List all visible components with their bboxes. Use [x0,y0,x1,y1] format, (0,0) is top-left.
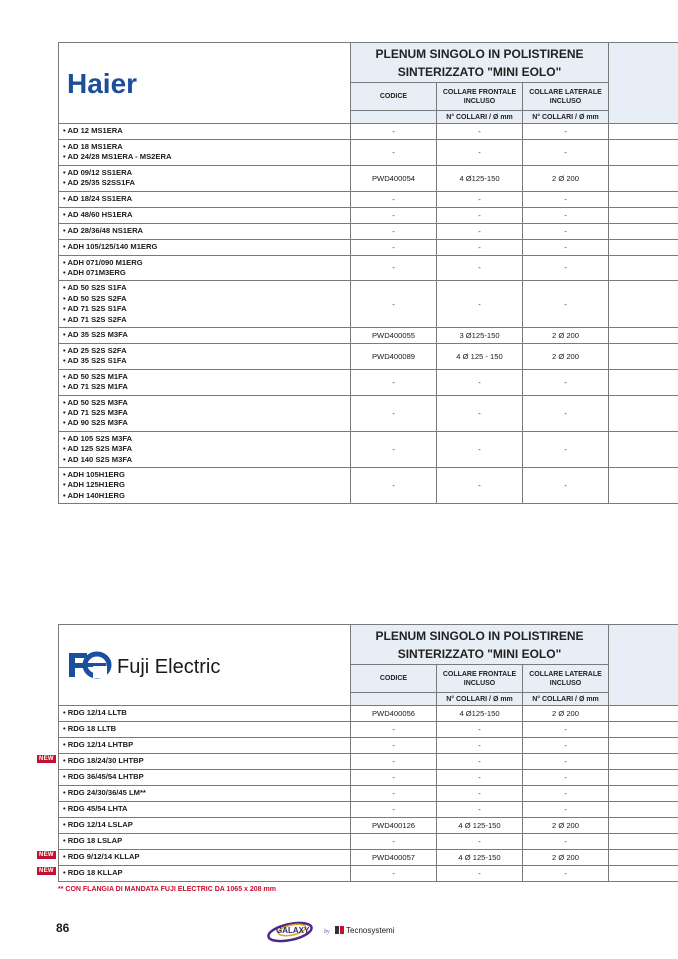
front-cell: - [437,770,523,786]
page-number: 86 [56,921,70,935]
side-cell: - [523,223,609,239]
code-cell: PWD400057 [351,850,437,866]
side-cell: - [523,770,609,786]
side-cell: - [523,834,609,850]
side-cell: 2 Ø 200 [523,327,609,343]
model-cell [59,770,351,786]
code-cell: - [351,281,437,328]
model-name: • RDG 12/14 LHTBP [63,740,134,750]
haier-unit-side: N° COLLARI / Ø mm [523,111,609,124]
table-row [59,124,678,140]
fuji-logo-text: Fuji Electric [117,656,221,678]
haier-logo [65,63,175,103]
side-cell: 2 Ø 200 [523,165,609,191]
model-cell [59,722,351,738]
model-cell [59,281,351,328]
fuji-unit-code [351,693,437,706]
model-name: • AD 18/24 SS1ERA [63,193,133,203]
empty-cell [609,722,678,738]
table-row [59,369,678,395]
side-cell: - [523,281,609,328]
front-cell: - [437,140,523,166]
model-name: • AD 35 S2S S1FA [63,356,127,366]
empty-cell [609,738,678,754]
front-cell: 4 Ø 125-150 [437,818,523,834]
model-name: • AD 71 S2S M3FA [63,407,128,417]
table-row [59,770,678,786]
brand-by-text: by [324,929,330,935]
code-cell: - [351,467,437,503]
code-cell: - [351,866,437,882]
front-cell: - [437,834,523,850]
front-cell: - [437,866,523,882]
table-row [59,327,678,343]
front-cell: - [437,431,523,467]
code-cell: - [351,754,437,770]
empty-cell [609,327,678,343]
side-cell: - [523,866,609,882]
empty-cell [609,866,678,882]
model-name: • RDG 18 LSLAP [63,836,123,846]
model-cell [59,255,351,281]
empty-cell [609,207,678,223]
side-cell: - [523,754,609,770]
front-cell: - [437,395,523,431]
table-row [59,834,678,850]
table-row [59,140,678,166]
front-cell: - [437,281,523,328]
model-name: • AD 09/12 SS1ERA [63,167,133,177]
fuji-logo-cell [59,625,351,706]
front-cell: 4 Ø125-150 [437,165,523,191]
model-name: • ADH 071/090 M1ERG [63,257,143,267]
model-name: • AD 48/60 HS1ERA [63,209,133,219]
model-cell [59,802,351,818]
side-cell: - [523,431,609,467]
empty-cell [609,124,678,140]
haier-unit-code [351,111,437,124]
side-cell: - [523,124,609,140]
model-name: • AD 50 S2S M3FA [63,397,128,407]
table-row [59,738,678,754]
model-cell [59,395,351,431]
side-cell: - [523,395,609,431]
empty-cell [609,369,678,395]
fuji-header-title: PLENUM SINGOLO IN POLISTIRENE SINTERIZZATO "MINI EOLO" [351,625,609,665]
side-cell: - [523,738,609,754]
table-row [59,255,678,281]
empty-cell [609,770,678,786]
table-row [59,706,678,722]
front-cell: - [437,223,523,239]
code-cell: - [351,140,437,166]
fuji-body [39,706,678,882]
haier-table [58,42,678,504]
front-cell: - [437,239,523,255]
model-cell [39,866,351,882]
model-name: • AD 71 S2S S1FA [63,304,127,314]
empty-cell [609,343,678,369]
empty-cell [609,223,678,239]
side-cell: 2 Ø 200 [523,343,609,369]
haier-logo-text: Haier [67,68,138,99]
model-name: • RDG 18/24/30 LHTBP [63,756,144,766]
model-cell [59,834,351,850]
model-name: • RDG 45/54 LHTA [63,804,128,814]
side-cell: 2 Ø 200 [523,818,609,834]
code-cell: - [351,239,437,255]
code-cell: - [351,395,437,431]
table-row [59,343,678,369]
front-cell: - [437,722,523,738]
new-badge: NEW [39,868,54,874]
empty-cell [609,431,678,467]
fuji-logo [65,645,265,685]
code-cell: - [351,124,437,140]
side-cell: - [523,140,609,166]
model-cell [59,706,351,722]
front-cell: 4 Ø125-150 [437,706,523,722]
tecnosystemi-mark-icon [335,926,344,934]
model-cell [59,467,351,503]
empty-cell [609,255,678,281]
model-name: • AD 50 S2S S1FA [63,283,127,293]
code-cell: PWD400126 [351,818,437,834]
model-cell [59,431,351,467]
model-cell [59,786,351,802]
empty-cell [609,165,678,191]
table-row [59,395,678,431]
table-row [59,467,678,503]
code-cell: PWD400054 [351,165,437,191]
model-name: • AD 71 S2S S2FA [63,314,127,324]
front-cell: - [437,191,523,207]
model-name: • AD 71 S2S M1FA [63,382,128,392]
empty-cell [609,191,678,207]
front-cell: - [437,786,523,802]
model-name: • ADH 105H1ERG [63,469,125,479]
model-name: • AD 140 S2S M3FA [63,454,133,464]
side-cell: - [523,239,609,255]
table-row [59,207,678,223]
model-name: • ADH 105/125/140 M1ERG [63,241,158,251]
model-name: • RDG 36/45/54 LHTBP [63,772,144,782]
code-cell: - [351,834,437,850]
model-cell [39,754,351,770]
haier-header-title: PLENUM SINGOLO IN POLISTIRENE SINTERIZZATO "MINI EOLO" [351,43,609,83]
side-cell: - [523,369,609,395]
empty-cell [609,395,678,431]
code-cell: - [351,786,437,802]
model-cell [59,343,351,369]
table-row [59,754,678,770]
model-name: • RDG 18 LLTB [63,724,117,734]
front-cell: 3 Ø125-150 [437,327,523,343]
front-cell: 4 Ø 125-150 [437,850,523,866]
new-badge: NEW [39,756,54,762]
model-name: • AD 105 S2S M3FA [63,433,133,443]
table-row [59,239,678,255]
front-cell: - [437,754,523,770]
front-cell: - [437,255,523,281]
code-cell: - [351,738,437,754]
model-cell [59,327,351,343]
model-name: • ADH 140H1ERG [63,490,125,500]
fuji-unit-side: N° COLLARI / Ø mm [523,693,609,706]
fuji-unit-front: N° COLLARI / Ø mm [437,693,523,706]
empty-cell [609,281,678,328]
table-row [59,223,678,239]
galaxy-brand-logo [266,915,416,945]
empty-cell [609,834,678,850]
fuji-header-filler [609,625,678,706]
table-row [59,818,678,834]
model-cell [59,818,351,834]
haier-body [59,124,678,504]
front-cell: - [437,207,523,223]
model-cell [59,124,351,140]
model-name: • RDG 18 KLLAP [63,868,123,878]
model-name: • AD 35 S2S M3FA [63,330,128,340]
model-name: • AD 25 S2S S2FA [63,345,127,355]
side-cell: - [523,786,609,802]
model-cell [59,165,351,191]
haier-col-code: CODICE [351,83,437,111]
model-name: • AD 50 S2S M1FA [63,371,128,381]
code-cell: - [351,207,437,223]
fuji-col-side: COLLARE LATERALE INCLUSO [523,665,609,693]
empty-cell [609,818,678,834]
model-name: • AD 50 S2S S2FA [63,293,127,303]
model-cell [59,207,351,223]
model-name: • AD 25/35 S2SS1FA [63,178,136,188]
galaxy-text: GALAXY [276,926,310,935]
haier-col-side: COLLARE LATERALE INCLUSO [523,83,609,111]
side-cell: - [523,467,609,503]
model-name: • ADH 071M3ERG [63,267,126,277]
fuji-col-code: CODICE [351,665,437,693]
empty-cell [609,467,678,503]
model-name: • AD 28/36/48 NS1ERA [63,225,144,235]
side-cell: - [523,722,609,738]
model-name: • AD 24/28 MS1ERA - MS2ERA [63,152,172,162]
side-cell: - [523,802,609,818]
model-name: • RDG 12/14 LLTB [63,708,127,718]
empty-cell [609,706,678,722]
haier-col-front: COLLARE FRONTALE INCLUSO [437,83,523,111]
fuji-fe-icon [69,653,109,678]
model-cell [59,223,351,239]
side-cell: - [523,191,609,207]
table-row [59,786,678,802]
table-row [59,866,678,882]
fuji-table [39,624,678,882]
new-badge: NEW [39,852,54,858]
model-cell [59,191,351,207]
empty-cell [609,239,678,255]
code-cell: - [351,369,437,395]
model-cell [59,738,351,754]
model-cell [59,239,351,255]
table-row [59,850,678,866]
table-row [59,281,678,328]
side-cell: - [523,207,609,223]
front-cell: - [437,738,523,754]
side-cell: - [523,255,609,281]
model-name: • RDG 12/14 LSLAP [63,820,133,830]
code-cell: - [351,802,437,818]
front-cell: - [437,124,523,140]
model-name: • AD 12 MS1ERA [63,126,123,136]
empty-cell [609,754,678,770]
table-row [59,165,678,191]
model-name: • AD 90 S2S M3FA [63,418,128,428]
code-cell: PWD400089 [351,343,437,369]
fuji-col-front: COLLARE FRONTALE INCLUSO [437,665,523,693]
model-name: • RDG 9/12/14 KLLAP [63,852,140,862]
haier-logo-cell [59,43,351,124]
table-row [59,722,678,738]
table-row [59,802,678,818]
code-cell: PWD400055 [351,327,437,343]
model-cell [59,369,351,395]
empty-cell [609,802,678,818]
model-name: • AD 125 S2S M3FA [63,444,133,454]
empty-cell [609,140,678,166]
front-cell: - [437,467,523,503]
code-cell: - [351,255,437,281]
code-cell: - [351,431,437,467]
code-cell: - [351,223,437,239]
haier-header-filler [609,43,678,124]
model-cell [39,850,351,866]
empty-cell [609,850,678,866]
table-row [59,191,678,207]
side-cell: 2 Ø 200 [523,706,609,722]
front-cell: - [437,369,523,395]
code-cell: - [351,722,437,738]
model-name: • RDG 24/30/36/45 LM** [63,788,146,798]
empty-cell [609,786,678,802]
footnote: ** CON FLANGIA DI MANDATA FUJI ELECTRIC DA 1065 x 208 mm [58,886,276,893]
table-row [59,431,678,467]
front-cell: 4 Ø 125 - 150 [437,343,523,369]
front-cell: - [437,802,523,818]
tecnosystemi-text: Tecnosystemi [346,926,395,935]
code-cell: - [351,770,437,786]
haier-unit-front: N° COLLARI / Ø mm [437,111,523,124]
code-cell: PWD400056 [351,706,437,722]
model-cell [59,140,351,166]
code-cell: - [351,191,437,207]
side-cell: 2 Ø 200 [523,850,609,866]
model-name: • ADH 125H1ERG [63,480,125,490]
model-name: • AD 18 MS1ERA [63,141,123,151]
